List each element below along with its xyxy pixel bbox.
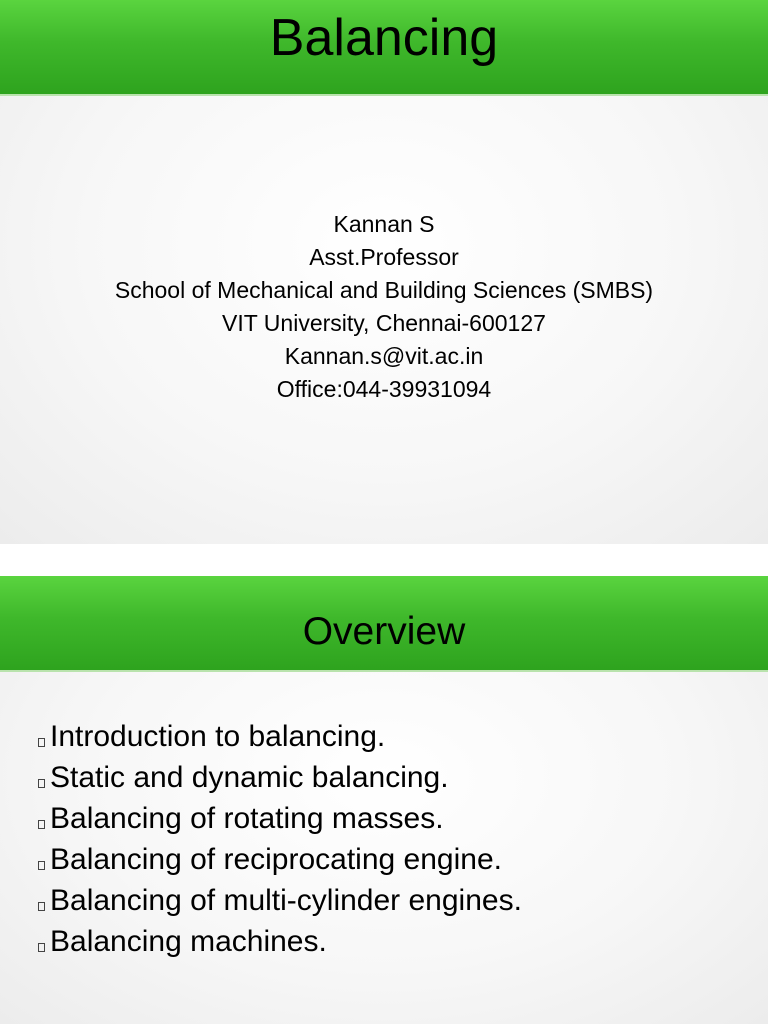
list-item-text: Balancing of multi-cylinder engines. bbox=[50, 884, 522, 917]
author-school: School of Mechanical and Building Sciences (SMBS) bbox=[114, 277, 654, 303]
overview-list bbox=[38, 716, 522, 962]
missing-glyph-box-icon bbox=[38, 861, 45, 870]
missing-glyph-box-icon bbox=[38, 779, 45, 788]
author-office-phone: Office:044-39931094 bbox=[276, 376, 492, 402]
missing-glyph-box-icon bbox=[38, 902, 45, 911]
slide-title: Overview bbox=[302, 609, 466, 653]
author-designation: Asst.Professor bbox=[309, 244, 459, 270]
list-item bbox=[38, 798, 522, 839]
list-item-text: Balancing of rotating masses. bbox=[50, 802, 444, 835]
slide-title: Balancing bbox=[269, 9, 499, 67]
list-item bbox=[38, 716, 522, 757]
author-info bbox=[0, 208, 768, 406]
list-item-text: Balancing of reciprocating engine. bbox=[50, 843, 502, 876]
list-item bbox=[38, 921, 522, 962]
list-item bbox=[38, 839, 522, 880]
list-item bbox=[38, 880, 522, 921]
missing-glyph-box-icon bbox=[38, 943, 45, 952]
author-university: VIT University, Chennai-600127 bbox=[222, 310, 546, 336]
author-email: Kannan.s@vit.ac.in bbox=[284, 343, 484, 369]
title-bar bbox=[0, 0, 768, 96]
missing-glyph-box-icon bbox=[38, 738, 45, 747]
overview-slide bbox=[0, 576, 768, 1024]
list-item-text: Introduction to balancing. bbox=[50, 720, 386, 753]
author-name: Kannan S bbox=[333, 211, 435, 237]
list-item-text: Static and dynamic balancing. bbox=[50, 761, 449, 794]
missing-glyph-box-icon bbox=[38, 820, 45, 829]
slide-separator bbox=[0, 544, 768, 576]
list-item-text: Balancing machines. bbox=[50, 925, 327, 958]
title-bar bbox=[0, 576, 768, 672]
list-item bbox=[38, 757, 522, 798]
